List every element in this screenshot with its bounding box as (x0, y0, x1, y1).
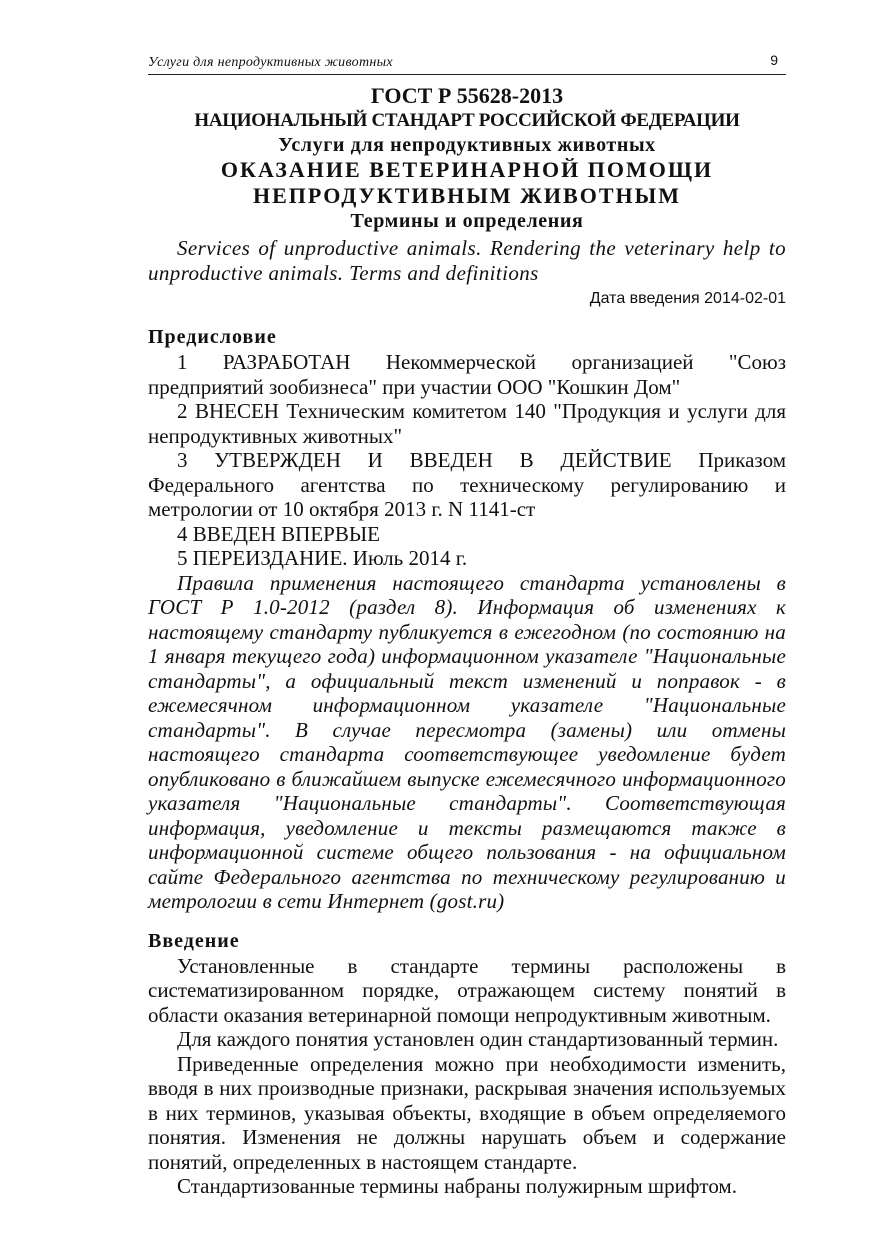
main-title-line-2: НЕПРОДУКТИВНЫМ ЖИВОТНЫМ (253, 183, 681, 208)
standard-code: ГОСТ Р 55628-2013 (370, 83, 564, 108)
introduction-paragraph: Стандартизованные термины набраны полужирным шрифтом. (177, 1174, 737, 1198)
foreword-item: 2 ВНЕСЕН Техническим комитетом 140 "Продукция и услуги для непродуктивных животных" (148, 399, 786, 448)
foreword-item: 4 ВВЕДЕН ВПЕРВЫЕ (177, 521, 380, 546)
introduction-heading: Введение (148, 929, 240, 952)
title-block (148, 83, 786, 233)
introduction-paragraph: Приведенные определения можно при необходимости изменить, вводя в них производные признаки, раскрывая значения используемых в них терминов, указывая объекты, входящие в объем определяемого понятия. Изменения не должны нарушать объем и содержание понятий, определенных в настоящем стандарте. (148, 1051, 786, 1174)
foreword-heading: Предисловие (148, 326, 277, 348)
foreword-item: 3 УТВЕРЖДЕН И ВВЕДЕН В ДЕЙСТВИЕ Приказом Федерального агентства по техническому регулированию и метрологии от 10 октября 2013 г. N 1141-ст (148, 448, 786, 521)
application-rules: Правила применения настоящего стандарта установлены в ГОСТ Р 1.0-2012 (раздел 8). Информация об изменениях к настоящему стандарту публикуется в ежегодном (по состоянию на 1 января текущего года) информационном указателе "Национальные стандарты", а официальный текст изменений и поправок - в ежемесячном информационном указателе "Национальные стандарты". В случае пересмотра (замены) или отмены настоящего стандарта соответствующее уведомление будет опубликовано в ближайшем выпуске ежемесячного информационного указателя "Национальные стандарты". Соответствующая информация, уведомление и тексты размещаются также в информационной системе общего пользования - на официальном сайте Федерального агентства по техническому регулированию и метрологии в сети Интернет (gost.ru) (148, 570, 786, 913)
foreword-item: 1 РАЗРАБОТАН Некоммерческой организацией "Союз предприятий зообизнеса" при участии ООО "Кошкин Дом" (148, 350, 786, 399)
running-title: Услуги для непродуктивных животных (148, 55, 393, 70)
page-number: 9 (770, 52, 778, 68)
foreword-item: 5 ПЕРЕИЗДАНИЕ. Июль 2014 г. (177, 546, 468, 570)
standard-group: Услуги для непродуктивных животных (278, 134, 656, 156)
main-title-line-1: ОКАЗАНИЕ ВЕТЕРИНАРНОЙ ПОМОЩИ (220, 157, 714, 182)
introduction-paragraph: Установленные в стандарте термины расположены в систематизированном порядке, отражающем систему понятий в области оказания ветеринарной помощи непродуктивным животным. (148, 953, 786, 1027)
running-header (148, 50, 786, 75)
document-page (148, 50, 786, 1199)
effective-date: Дата введения 2014-02-01 (589, 290, 786, 307)
subtitle: Термины и определения (350, 210, 584, 232)
standard-type: НАЦИОНАЛЬНЫЙ СТАНДАРТ РОССИЙСКОЙ ФЕДЕРАЦИИ (194, 110, 740, 131)
introduction-paragraph: Для каждого понятия установлен один стандартизованный термин. (177, 1027, 779, 1051)
english-title: Services of unproductive animals. Rendering the veterinary help to unproductive animals. Terms and definitions (148, 236, 786, 285)
